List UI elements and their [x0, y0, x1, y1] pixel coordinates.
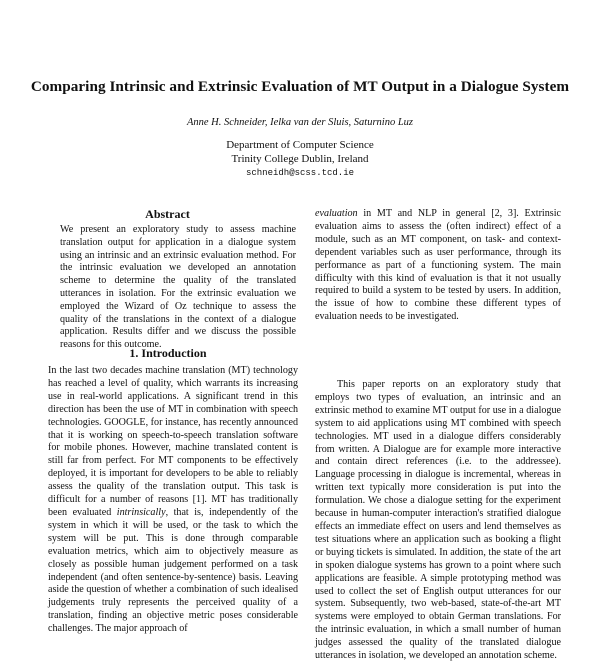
- paper-authors: Anne H. Schneider, Ielka van der Sluis, Saturnino Luz: [186, 117, 413, 128]
- right-continuation-text: in MT and NLP in general [2, 3]. Extrinsic evaluation aims to assess the (often indirect) effect of a module, such as an MT component, on task- and context-dependent variables such as user performance, through its performance as part of a functioning system. The main difficulty with this kind of evaluation is that it not usually required to build a system to be tested by users. In addition, the issue of how to combine these different types of evaluation needs to be investigated.: [315, 208, 561, 323]
- author-email: schneidh@scss.tcd.ie: [245, 168, 355, 178]
- right-column-paragraph: This paper reports on an exploratory study that employs two types of evaluation, an intrinsic and an extrinsic method to examine MT output for use in a dialogue system to aid applications using MT combined with speech technologies. MT used in a dialogue differs considerably from written. A Dialogue are for example more interactive and contain direct references (i.e. to the addressee). Language processing in dialogue is incremental, whereas in written text typically more consideration is put into the formulation. We chose a dialogue setting for the experiment because in human-computer interaction's stratified dialogue effects an immediate effect on users and lend themselves as test situations where an application such as booking a flight or buying tickets is simulated. In addition, the state of the art in spoken dialogue systems has grown to a point where such applications are feasible. A simple prototyping method was used to collect the set of English output utterances for our system. Subsequently, two web-based, state-of-the-art MT systems were employed to obtain German translations. For the intrinsic evaluation, in which a small number of human judges assessed the quality of the translated dialogue utterances in isolation, we developed an annotation scheme.: [315, 379, 561, 662]
- introduction-heading: 1. Introduction: [129, 346, 207, 360]
- right-emphasis: evaluation: [315, 208, 358, 219]
- abstract-text: We present an exploratory study to assess machine translation output for application in a dialogue system using an intrinsic and an extrinsic evaluation method. For the intrinsic evaluation we developed an annotation scheme to determine the quality of the translated utterances in isolation. For the extrinsic evaluation we employed the Wizard of Oz technique to assess the quality of the translations in the context of a dialogue application. Results differ and we discuss the possible reasons for this outcome.: [60, 224, 296, 351]
- intro-text-part-1: In the last two decades machine translation (MT) technology has reached a level of quality, which warrants its increasing use in real-world applications. A significant trend in this direction has been the use of MT in combination with speech technologies. GOOGLE, for instance, has recently announced that it is working on speech-to-speech translation software for mobile phones. However, machine translated content is still far from perfect. For MT components to be effectively deployed, it is important for developers to be able to reliably assess the quality of the translation output. This task is difficult for a number of reasons [1]. MT has traditionally been evaluated: [48, 365, 298, 518]
- introduction-paragraph: [48, 365, 298, 636]
- intro-emphasis: intrinsically: [116, 506, 166, 518]
- author-institution: Trinity College Dublin, Ireland: [231, 153, 369, 165]
- intro-text-part-2: , that is, independently of the system in which it will be used, or the task to which the system will be put. This is done through comparable evaluation metrics, which aim to objectively measure as closely as possible human judgement performed on a task independent (and often sentence-by-sentence) basis. Leaving aside the question of whether a combination of such idealised judgements truly represents the perceived quality of a translation, finding an objective metric poses considerable challenges. The major approach of: [48, 506, 298, 635]
- right-column-continuation: [315, 208, 561, 324]
- abstract-heading: Abstract: [145, 207, 190, 221]
- author-department: Department of Computer Science: [226, 139, 374, 151]
- paper-title: Comparing Intrinsic and Extrinsic Evaluation of MT Output in a Dialogue System: [30, 78, 570, 95]
